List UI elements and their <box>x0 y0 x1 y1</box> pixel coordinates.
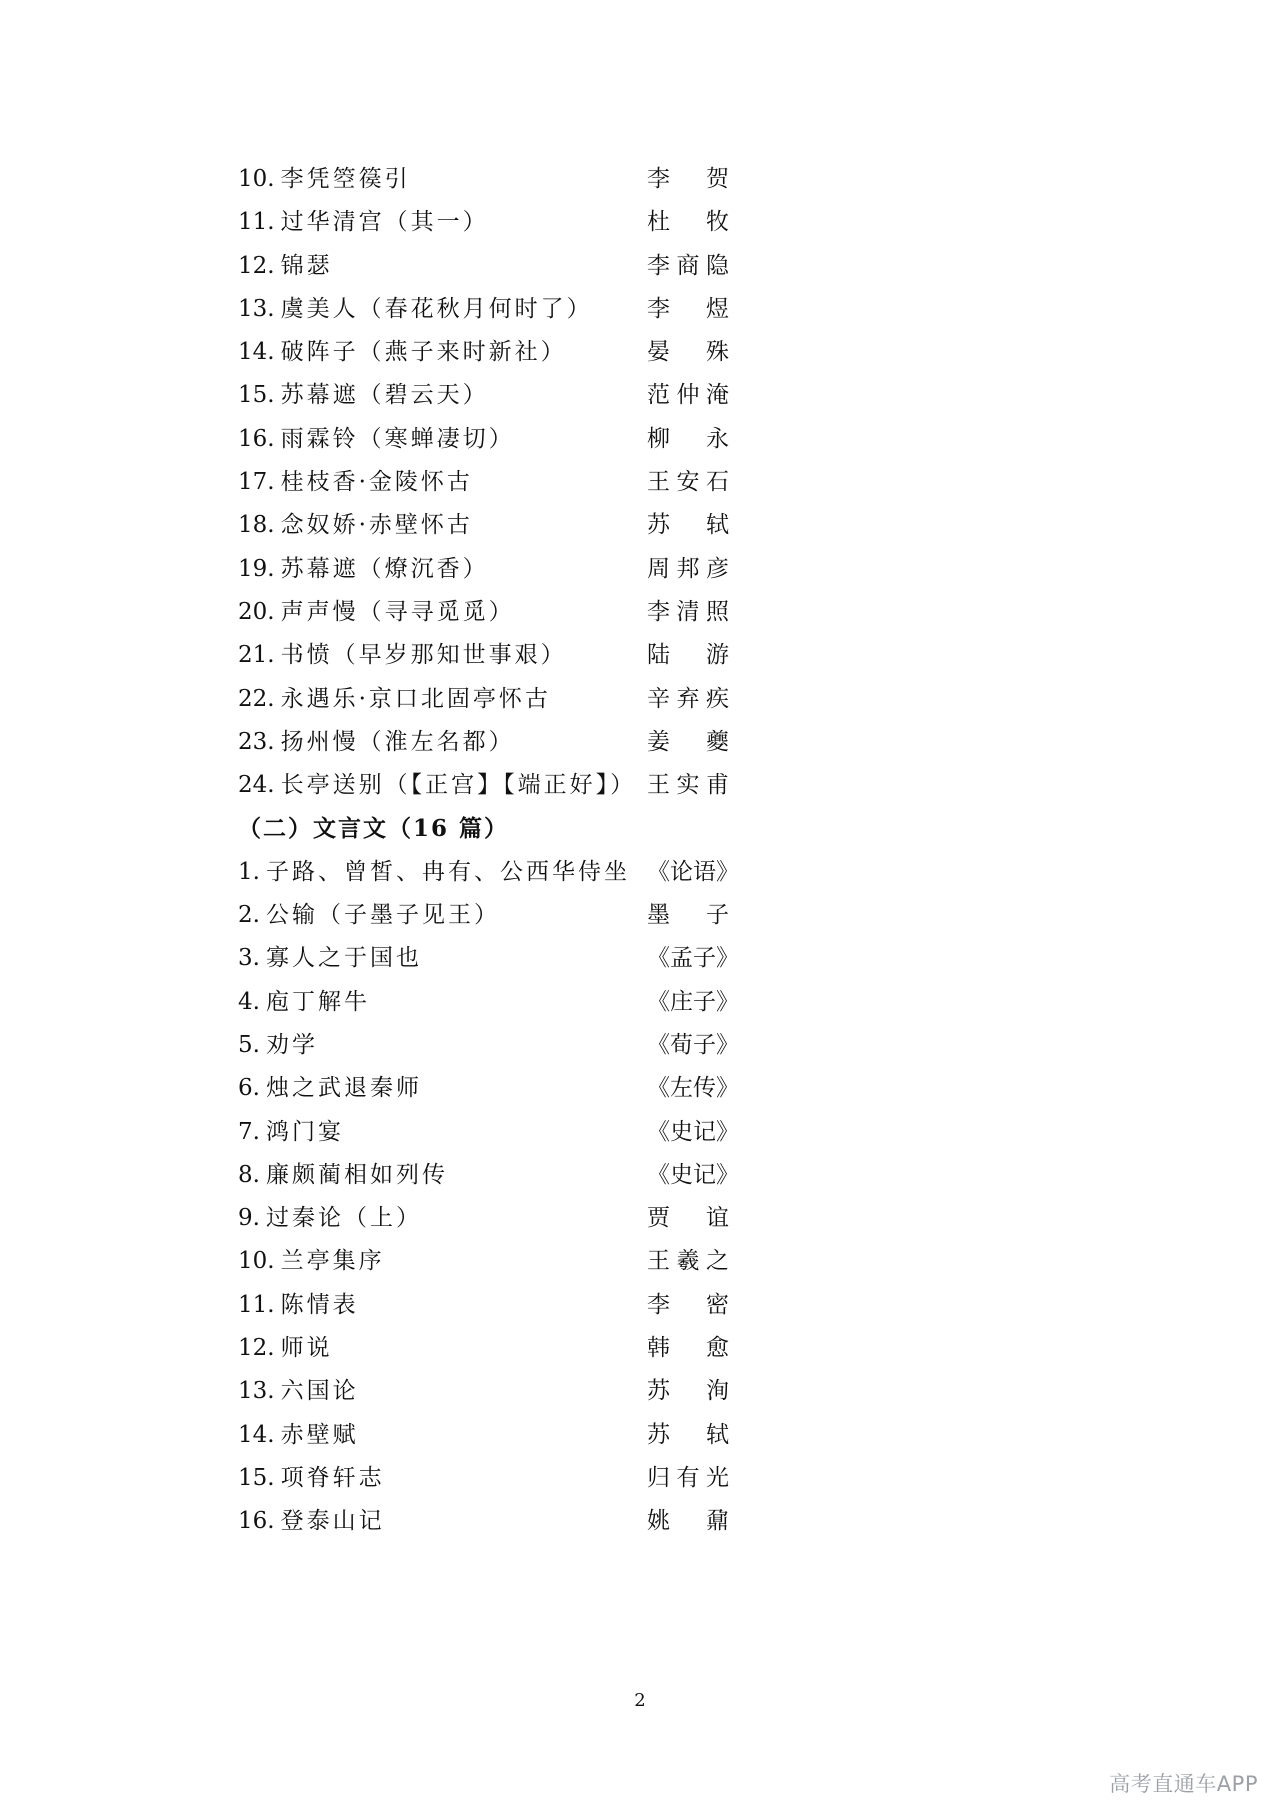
item-title: 苏幕遮（碧云天） <box>280 382 489 409</box>
item-number: 9. <box>238 1205 260 1232</box>
item-author: 《史记》 <box>647 1161 739 1188</box>
item-title: 苏幕遮（燎沉香） <box>280 555 489 582</box>
item-number: 4. <box>238 988 260 1015</box>
item-author: 王实甫 <box>647 772 729 799</box>
item-author: 王羲之 <box>647 1248 729 1275</box>
item-author: 范仲淹 <box>647 382 729 409</box>
item-author: 柳 永 <box>647 425 729 452</box>
item-number: 12. <box>238 252 275 279</box>
item-title: 虞美人（春花秋月何时了） <box>280 295 593 322</box>
list-item <box>238 1024 738 1067</box>
item-author: 晏 殊 <box>647 339 729 366</box>
list-item <box>238 1197 738 1240</box>
list-item <box>238 1067 738 1110</box>
item-title: 烛之武退秦师 <box>265 1075 422 1102</box>
item-number: 1. <box>238 858 260 885</box>
item-title: 陈情表 <box>280 1291 359 1318</box>
item-title: 兰亭集序 <box>280 1248 385 1275</box>
item-title: 师说 <box>280 1335 333 1362</box>
item-title: 长亭送别（【正宫】【端正好】） <box>280 772 637 799</box>
item-author: 姚 鼐 <box>647 1508 729 1535</box>
item-title: 廉颇蔺相如列传 <box>265 1161 448 1188</box>
list-item <box>238 201 738 244</box>
item-number: 18. <box>238 512 275 539</box>
item-number: 10. <box>238 1248 275 1275</box>
watermark-text: 高考直通车APP <box>1109 1772 1258 1796</box>
section-heading <box>238 807 738 850</box>
item-author: 王安石 <box>647 469 729 496</box>
list-item <box>238 1457 738 1500</box>
item-title: 桂枝香·金陵怀古 <box>280 469 473 496</box>
item-author: 《史记》 <box>647 1118 739 1145</box>
item-author: 李 密 <box>647 1291 729 1318</box>
list-item <box>238 461 738 504</box>
item-number: 16. <box>238 425 275 452</box>
list-item <box>238 634 738 677</box>
item-number: 20. <box>238 598 275 625</box>
item-author: 苏 轼 <box>647 1421 729 1448</box>
list-item <box>238 288 738 331</box>
list-item <box>238 158 738 201</box>
list-item <box>238 981 738 1024</box>
item-number: 5. <box>238 1031 260 1058</box>
item-title: 寡人之于国也 <box>265 945 422 972</box>
list-item <box>238 851 738 894</box>
item-number: 3. <box>238 945 260 972</box>
item-author: 周邦彦 <box>647 555 729 582</box>
list-item <box>238 1284 738 1327</box>
list-item <box>238 591 738 634</box>
item-title: 书愤（早岁那知世事艰） <box>280 642 567 669</box>
list-item <box>238 1414 738 1457</box>
item-number: 22. <box>238 685 275 712</box>
list-item <box>238 1240 738 1283</box>
item-title: 子路、曾皙、冉有、公西华侍坐 <box>265 858 630 885</box>
item-number: 13. <box>238 295 275 322</box>
item-title: 声声慢（寻寻觅觅） <box>280 598 515 625</box>
item-author: 杜 牧 <box>647 209 729 236</box>
item-number: 8. <box>238 1161 260 1188</box>
item-author: 《荀子》 <box>647 1031 739 1058</box>
list-item <box>238 678 738 721</box>
item-number: 19. <box>238 555 275 582</box>
item-author: 《孟子》 <box>647 945 739 972</box>
item-author: 苏 轼 <box>647 512 729 539</box>
item-title: 过华清宫（其一） <box>280 209 489 236</box>
item-author: 李商隐 <box>647 252 729 279</box>
item-author: 李 煜 <box>647 295 729 322</box>
item-number: 16. <box>238 1508 275 1535</box>
item-author: 姜 夔 <box>647 728 729 755</box>
list-item <box>238 1500 738 1543</box>
item-author: 墨 子 <box>647 902 729 929</box>
item-title: 扬州慢（淮左名都） <box>280 728 515 755</box>
list-item <box>238 1111 738 1154</box>
item-author: 李 贺 <box>647 166 729 192</box>
item-title: 鸿门宴 <box>265 1118 344 1145</box>
list-item <box>238 1327 738 1370</box>
item-number: 10. <box>238 166 275 192</box>
item-number: 14. <box>238 1421 275 1448</box>
page-number: 2 <box>634 1690 646 1711</box>
item-number: 14. <box>238 339 275 366</box>
item-title: 永遇乐·京口北固亭怀古 <box>280 685 551 712</box>
list-item <box>238 721 738 764</box>
item-title: 六国论 <box>280 1378 359 1405</box>
item-number: 17. <box>238 469 275 496</box>
list-item <box>238 504 738 547</box>
list-item <box>238 764 738 807</box>
item-author: 《论语》 <box>647 858 739 885</box>
list-item <box>238 245 738 288</box>
item-title: 公输（子墨子见王） <box>265 902 500 929</box>
list-item <box>238 548 738 591</box>
item-number: 21. <box>238 642 275 669</box>
item-title: 登泰山记 <box>280 1508 385 1535</box>
item-author: 归有光 <box>647 1464 729 1491</box>
item-title: 念奴娇·赤壁怀古 <box>280 512 473 539</box>
item-title: 破阵子（燕子来时新社） <box>280 339 567 366</box>
item-title: 庖丁解牛 <box>265 988 370 1015</box>
list-item <box>238 1154 738 1197</box>
item-title: 劝学 <box>265 1031 318 1058</box>
item-title: 李凭箜篌引 <box>280 166 411 192</box>
list-item <box>238 374 738 417</box>
item-number: 23. <box>238 728 275 755</box>
item-number: 2. <box>238 902 260 929</box>
section-heading-text: （二）文言文（16 篇） <box>238 815 510 843</box>
list-item <box>238 937 738 980</box>
item-number: 6. <box>238 1075 260 1102</box>
item-number: 12. <box>238 1335 275 1362</box>
item-author: 《庄子》 <box>647 988 739 1015</box>
item-number: 13. <box>238 1378 275 1405</box>
reading-list <box>238 158 738 1544</box>
item-number: 11. <box>238 1291 275 1318</box>
item-title: 赤壁赋 <box>280 1421 359 1448</box>
item-title: 项脊轩志 <box>280 1464 385 1491</box>
item-title: 锦瑟 <box>280 252 333 279</box>
item-number: 15. <box>238 1464 275 1491</box>
item-author: 辛弃疾 <box>647 685 729 712</box>
item-author: 韩 愈 <box>647 1335 729 1362</box>
item-author: 贾 谊 <box>647 1205 729 1232</box>
item-number: 7. <box>238 1118 260 1145</box>
item-author: 李清照 <box>647 598 729 625</box>
item-author: 《左传》 <box>647 1075 739 1102</box>
list-item <box>238 331 738 374</box>
item-author: 陆 游 <box>647 642 729 669</box>
item-title: 过秦论（上） <box>265 1205 422 1232</box>
list-item <box>238 1370 738 1413</box>
item-number: 15. <box>238 382 275 409</box>
list-item <box>238 894 738 937</box>
item-author: 苏 洵 <box>647 1378 729 1405</box>
item-number: 11. <box>238 209 275 236</box>
list-item <box>238 418 738 461</box>
item-number: 24. <box>238 772 275 799</box>
item-title: 雨霖铃（寒蝉凄切） <box>280 425 515 452</box>
